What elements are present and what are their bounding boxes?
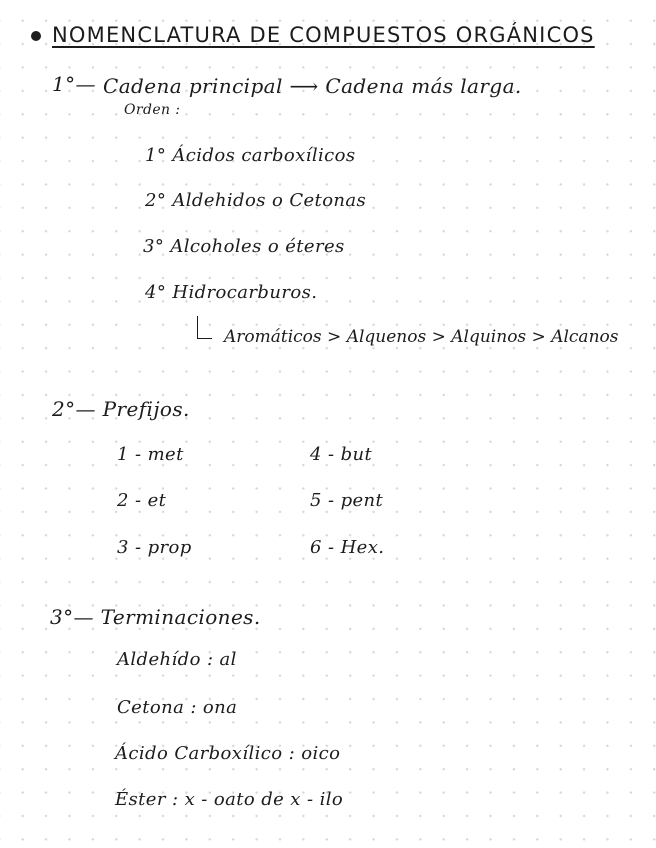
section1-number: 1°—	[52, 72, 96, 96]
hydrocarbon-hierarchy: Aromáticos > Alquenos > Alquinos > Alcanos	[224, 327, 619, 347]
bullet-point	[31, 31, 41, 41]
ending-acido: Ácido Carboxílico : oico	[115, 743, 341, 764]
prefix-2: 2 - et	[117, 490, 167, 511]
prefix-3: 3 - prop	[117, 537, 192, 558]
orden-label: Orden :	[124, 102, 181, 118]
ending-aldehido: Aldehído : al	[117, 649, 237, 670]
section2-heading: 2°— Prefijos.	[52, 397, 190, 421]
sub-arrow-icon	[197, 316, 212, 339]
page-title: NOMENCLATURA DE COMPUESTOS ORGÁNICOS	[52, 23, 595, 47]
section3-heading: 3°— Terminaciones.	[50, 605, 261, 629]
prefix-4: 4 - but	[310, 444, 373, 465]
orden-item-4: 4° Hidrocarburos.	[145, 282, 318, 303]
section1-text: Cadena principal ⟶ Cadena más larga.	[103, 74, 522, 98]
orden-item-3: 3° Alcoholes o éteres	[143, 236, 345, 257]
prefix-5: 5 - pent	[310, 490, 384, 511]
orden-item-1: 1° Ácidos carboxílicos	[145, 145, 356, 166]
ending-ester: Éster : x - oato de x - ilo	[115, 789, 344, 810]
orden-item-2: 2° Aldehidos o Cetonas	[145, 190, 367, 211]
prefix-6: 6 - Hex.	[310, 537, 385, 558]
ending-cetona: Cetona : ona	[117, 697, 238, 718]
prefix-1: 1 - met	[117, 444, 184, 465]
